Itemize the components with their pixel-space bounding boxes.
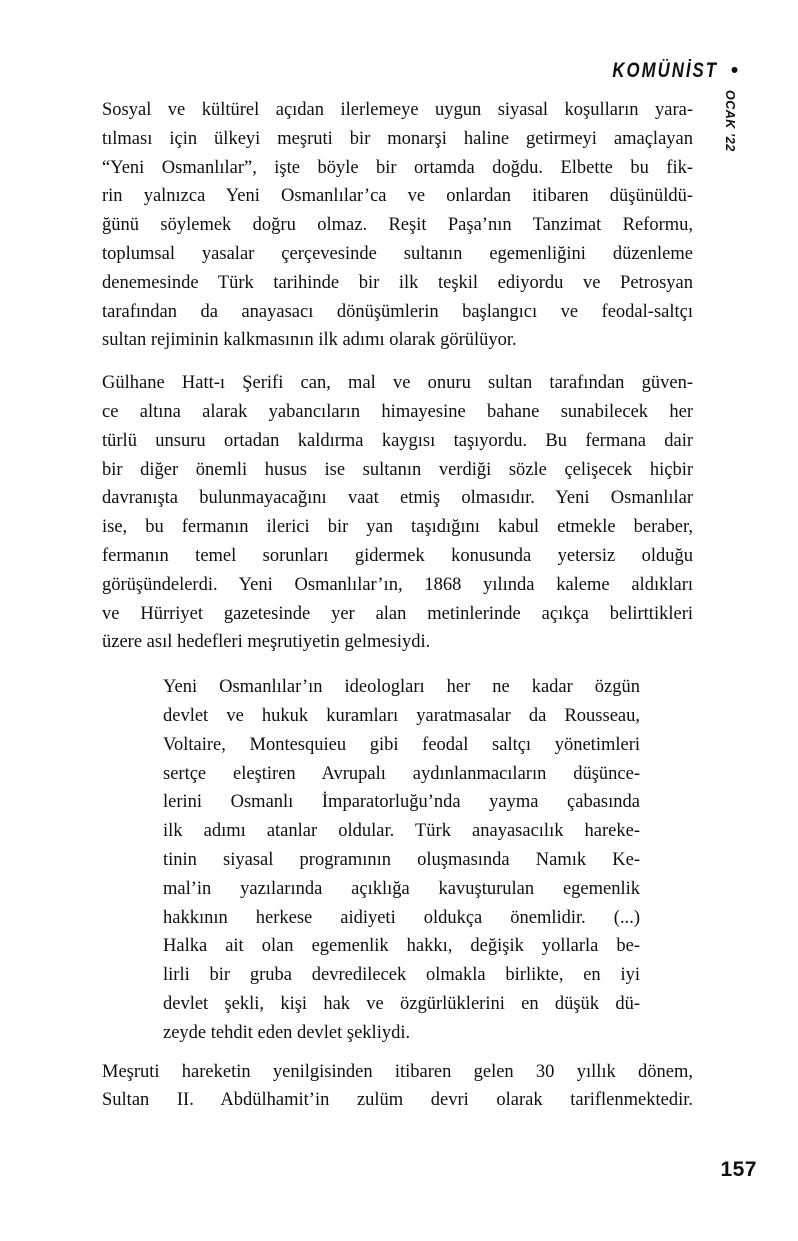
text-line: fermanın temel sorunları gidermek konusunda yetersiz olduğu: [102, 545, 693, 566]
text-line: ve Hürriyet gazetesinde yer alan metinlerinde açıkça belirttikleri: [102, 603, 693, 624]
text-line: “Yeni Osmanlılar”, işte böyle bir ortamda doğdu. Elbette bu fik-: [102, 157, 693, 178]
body-paragraph-2: [102, 369, 693, 657]
bullet-icon: •: [730, 59, 738, 82]
text-line: Gülhane Hatt-ı Şerifi can, mal ve onuru sultan tarafından güven-: [102, 373, 693, 394]
text-line: ce altına alarak yabancıların himayesine bahane sunabilecek her: [102, 401, 693, 422]
text-line: üzere asıl hedefleri meşrutiyetin gelmesiydi.: [102, 632, 431, 653]
block-quote: [163, 673, 640, 1047]
text-line: Meşruti hareketin yenilgisinden itibaren gelen 30 yıllık dönem,: [102, 1061, 693, 1082]
page-number: 157: [720, 1158, 757, 1181]
text-line: Yeni Osmanlılar’ın ideologları her ne kadar özgün: [163, 677, 640, 698]
text-line: Voltaire, Montesquieu gibi feodal saltçı yönetimleri: [163, 734, 640, 755]
running-header: [586, 59, 738, 82]
text-line: devlet ve hukuk kuramları yaratmasalar da Rousseau,: [163, 705, 640, 726]
text-line: devlet şekli, kişi hak ve özgürlüklerini en düşük dü-: [163, 993, 640, 1014]
text-line: bir diğer önemli husus ise sultanın verdiği sözle çelişecek hiçbir: [102, 459, 693, 480]
text-line: mal’in yazılarında açıklığa kavuşturulan egemenlik: [163, 878, 640, 899]
text-line: lirli bir gruba devredilecek olmakla birlikte, en iyi: [163, 965, 640, 986]
body-paragraph-3: [102, 1058, 693, 1116]
text-line: ilk adımı atanlar oldular. Türk anayasacılık hareke-: [163, 821, 640, 842]
text-line: Sosyal ve kültürel açıdan ilerlemeye uygun siyasal koşulların yara-: [102, 100, 693, 120]
text-line: sertçe eleştiren Avrupalı aydınlanmacıların düşünce-: [163, 763, 640, 784]
text-line: ğünü söylemek doğru olmaz. Reşit Paşa’nın Tanzimat Reformu,: [102, 215, 693, 236]
text-line: tarafından da anayasacı dönüşümlerin başlangıcı ve feodal-saltçı: [102, 301, 693, 322]
issue-label-vertical: OCAK ’22: [723, 90, 737, 152]
text-line: denemesinde Türk tarihinde bir ilk teşkil ediyordu ve Petrosyan: [102, 272, 693, 293]
text-column: [102, 96, 693, 1115]
text-line: rin yalnızca Yeni Osmanlılar’ca ve onlardan itibaren düşünüldü-: [102, 186, 693, 207]
body-paragraph-1: [102, 96, 693, 355]
text-line: tılması için ülkeyi meşruti bir monarşi haline getirmeyi amaçlayan: [102, 128, 693, 149]
text-line: davranışta bulunmayacağını vaat etmiş olmasıdır. Yeni Osmanlılar: [102, 488, 693, 509]
text-line: ise, bu fermanın ilerici bir yan taşıdığını kabul etmekle beraber,: [102, 517, 693, 538]
text-line: türlü unsuru ortadan kaldırma kaygısı taşıyordu. Bu fermana dair: [102, 430, 693, 451]
text-line: hakkının herkese aidiyeti oldukça önemlidir. (...): [163, 907, 640, 928]
text-line: görüşündelerdi. Yeni Osmanlılar’ın, 1868 yılında kaleme aldıkları: [102, 574, 693, 595]
text-line: tinin siyasal programının oluşmasında Namık Ke-: [163, 849, 640, 870]
magazine-title: KOMÜNİST: [612, 59, 718, 82]
text-line: Halka ait olan egemenlik hakkı, değişik yollarla be-: [163, 936, 640, 957]
text-line: Sultan II. Abdülhamit’in zulüm devri olarak tariflenmektedir.: [102, 1090, 693, 1111]
text-line: toplumsal yasalar çerçevesinde sultanın egemenliğini düzenleme: [102, 243, 693, 264]
text-line: lerini Osmanlı İmparatorluğu’nda yayma çabasında: [163, 792, 640, 813]
text-line: zeyde tehdit eden devlet şekliydi.: [163, 1022, 411, 1043]
text-line: sultan rejiminin kalkmasının ilk adımı olarak görülüyor.: [102, 330, 517, 351]
